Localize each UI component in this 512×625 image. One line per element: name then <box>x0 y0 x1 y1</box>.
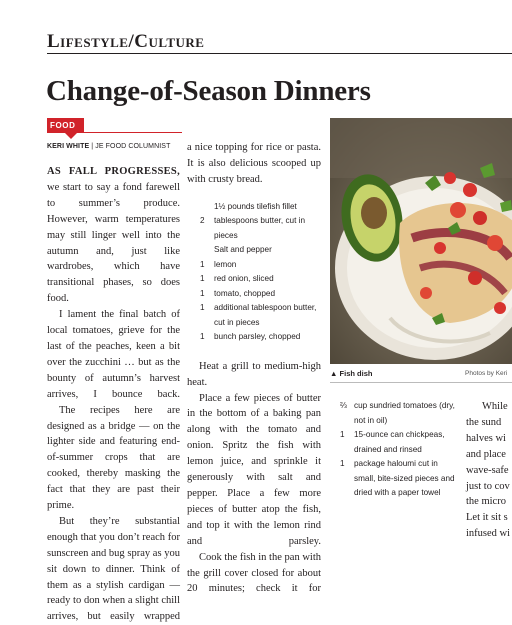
ingredient-item <box>200 200 321 215</box>
food-tag: FOOD <box>47 118 84 133</box>
ingredient-qty <box>200 243 214 258</box>
fish-dish-photo <box>330 118 512 364</box>
column-4-line: Let it sit s <box>466 512 508 524</box>
byline-author: KERI WHITE <box>47 143 90 150</box>
ingredient-qty: 1 <box>200 303 205 313</box>
ingredient-qty: 1 <box>200 288 205 298</box>
section-rule <box>47 53 512 54</box>
ingredient-text: tomato, chopped <box>214 288 275 298</box>
byline-role: JE FOOD COLUMNIST <box>95 143 171 150</box>
ingredient-text: 15-ounce can chickpeas, drained and rinsed <box>354 430 445 454</box>
ingredient-text: package haloumi cut in small, bite-sized pieces and dried with a paper towel <box>354 459 455 497</box>
ingredient-qty: 2 <box>200 216 205 226</box>
article-column-1 <box>47 164 180 625</box>
ingredient-text: 1½ pounds tilefish fillet <box>214 201 297 211</box>
caption-text: Fish dish <box>339 369 373 378</box>
ingredient-text: Salt and pepper <box>214 245 272 255</box>
ingredient-qty: 1 <box>340 459 345 468</box>
ingredient-qty: ⅔ <box>340 401 347 410</box>
ingredient-text: bunch parsley, chopped <box>214 332 301 342</box>
ingredient-item <box>200 258 321 273</box>
ingredient-text: additional tablespoon butter, cut in pieces <box>214 303 317 327</box>
paragraph-4: But they’re substantial enough that you don’t reach for sunscreen and bug spray as you sit down to dinner. Think of them as a stylish cardigan — ready to don when a slight chill arrives, but easily wrapped <box>47 515 180 623</box>
step-1: Heat a grill to medium-high heat. <box>187 360 321 388</box>
column-4-line: wave-safe <box>466 464 509 476</box>
ingredient-text: tablespoons butter, cut in pieces <box>214 216 306 240</box>
column-4-line: the sund <box>466 416 502 428</box>
food-tag-notch <box>65 133 77 139</box>
column-4-line: halves wi <box>466 432 506 444</box>
ingredient-item <box>340 428 460 457</box>
ingredient-text: lemon <box>214 259 237 269</box>
ingredient-qty: 1 <box>340 430 345 439</box>
ingredient-item <box>200 330 321 345</box>
step-2: Place a few pieces of butter in the bottom of a baking pan along with the tomato and onion. Spritz the fish with lemon juice, and sprinkle it generously with salt and pepper. Place a few more pieces of butter atop the fish, and top it with the lemon rind and parsley. <box>187 392 321 547</box>
ingredient-text: cup sundried tomatoes (dry, not in oil) <box>354 401 455 425</box>
paragraph-3: The recipes here are designed as a bridge — on the lighter side and featuring end-of-summer crops that are cooked, thereby masking the fact that they are past their prime. <box>47 404 180 512</box>
ingredient-list <box>200 200 321 345</box>
intro-paragraph: a nice topping for rice or pasta. It is also delicious scooped up with crusty bread. <box>187 142 321 185</box>
photo-credit: Photos by Keri <box>465 370 508 377</box>
caption-rule <box>330 382 512 383</box>
paragraph-1: we start to say a fond farewell to summer’s produce. However, warm temperatures may still linger well into the autumn and, just like wardrobes, which have transitional phases, so does food. <box>47 181 180 305</box>
column-4-line: While <box>482 401 508 412</box>
ingredient-item <box>200 272 321 287</box>
ingredient-item <box>200 287 321 302</box>
ingredient-qty: 1 <box>200 259 205 269</box>
article-column-2 <box>187 140 321 597</box>
paragraph-2: I lament the final batch of local tomatoes, grieve for the last of the peaches, keen a bit over the zucchini … but as the bounty of autumn’s harvest arrives, I bounce back. <box>47 309 180 400</box>
column-4-line: the micro <box>466 496 506 508</box>
byline: KERI WHITE | JE FOOD COLUMNIST <box>47 143 171 150</box>
ingredient-qty: 1 <box>200 332 205 342</box>
ingredient-list-2 <box>340 399 460 501</box>
ingredient-item <box>200 243 321 258</box>
ingredient-item <box>200 214 321 243</box>
ingredient-item <box>340 399 460 428</box>
ingredient-qty: 1 <box>200 274 205 284</box>
ingredient-text: red onion, sliced <box>214 274 274 284</box>
ingredient-qty <box>200 200 214 215</box>
section-heading: Lifestyle/Culture <box>47 31 205 52</box>
headline: Change-of-Season Dinners <box>46 75 371 107</box>
lead-in: AS FALL PROGRESSES, <box>47 166 180 177</box>
ingredient-item <box>340 457 460 501</box>
step-3: Cook the fish in the pan with the grill cover closed for about 20 minutes; check it for <box>187 551 321 595</box>
article-column-4 <box>466 399 512 542</box>
column-4-line: just to cov <box>466 480 510 492</box>
ingredient-item <box>200 301 321 330</box>
column-4-line: and place <box>466 448 506 460</box>
article-column-3 <box>340 399 460 501</box>
column-4-line: infused wi <box>466 528 511 540</box>
triangle-up-icon: ▲ <box>330 369 338 378</box>
photo-caption <box>330 369 372 378</box>
